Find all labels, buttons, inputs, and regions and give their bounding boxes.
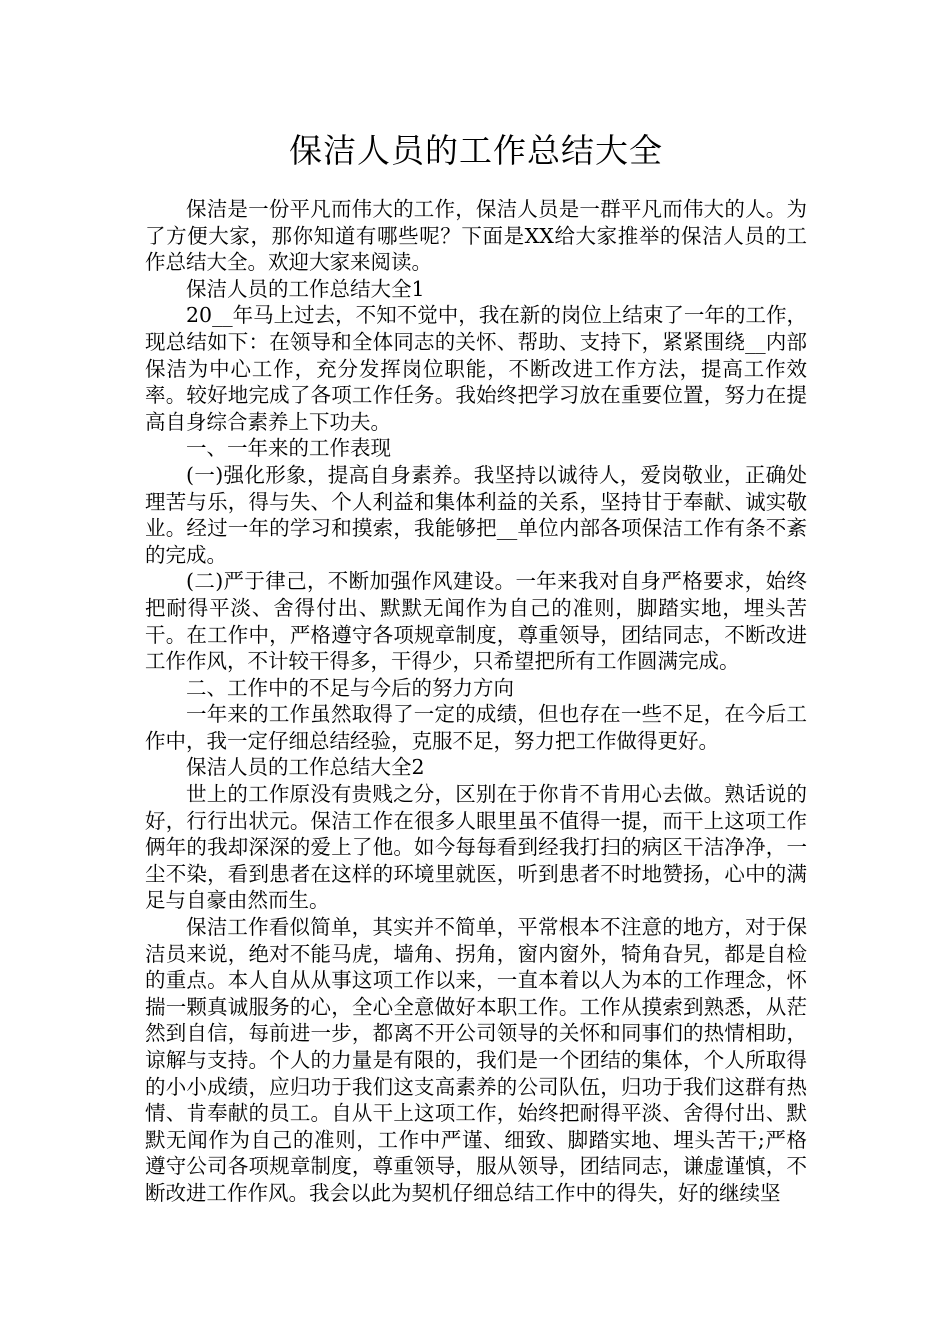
body-paragraph: 世上的工作原没有贵贱之分，区别在于你肯不肯用心去做。熟话说的好，行行出状元。保洁工作在很多人眼里虽不值得一提，而干上这项工作俩年的我却深深的爱上了他。如今每每看到经我打扫的病区干洁净净，一尘不染，看到患者在这样的环境里就医，听到患者不时地赞扬，心中的满足与自豪由然而生。 (145, 782, 807, 913)
intro-paragraph: 保洁是一份平凡而伟大的工作，保洁人员是一群平凡而伟大的人。为了方便大家，那你知道有哪些呢？下面是XX给大家推举的保洁人员的工作总结大全。欢迎大家来阅读。 (145, 197, 807, 275)
document-page (145, 0, 807, 1207)
section-heading-1: 保洁人员的工作总结大全1 (186, 276, 425, 301)
section-heading-2: 保洁人员的工作总结大全2 (186, 755, 425, 780)
body-paragraph: 一年来的工作虽然取得了一定的成绩，但也存在一些不足，在今后工作中，我一定仔细总结经验，克服不足，努力把工作做得更好。 (145, 702, 807, 753)
body-paragraph: (一)强化形象，提高自身素养。我坚持以诚待人，爱岗敬业，正确处理苦与乐，得与失、个人利益和集体利益的关系，坚持甘于奉献、诚实敬业。经过一年的学习和摸索，我能够把__单位内部各项保洁工作有条不紊的完成。 (145, 462, 807, 567)
body-paragraph: 20__年马上过去，不知不觉中，我在新的岗位上结束了一年的工作，现总结如下：在领导和全体同志的关怀、帮助、支持下，紧紧围绕__内部保洁为中心工作，充分发挥岗位职能，不断改进工作方法，提高工作效率。较好地完成了各项工作任务。我始终把学习放在重要位置，努力在提高自身综合素养上下功夫。 (145, 303, 807, 434)
document-body (145, 196, 807, 1207)
body-paragraph: 保洁工作看似简单，其实并不简单，平常根本不注意的地方，对于保洁员来说，绝对不能马虎，墙角、拐角，窗内窗外，犄角旮旯，都是自检的重点。本人自从从事这项工作以来，一直本着以人为本的工作理念，怀揣一颗真诚服务的心，全心全意做好本职工作。工作从摸索到熟悉，从茫然到自信，每前进一步，都离不开公司领导的关怀和同事们的热情相助，谅解与支持。个人的力量是有限的，我们是一个团结的集体，个人所取得的小小成绩，应归功于我们这支高素养的公司队伍，归功于我们这群有热情、肯奉献的员工。自从干上这项工作，始终把耐得平淡、舍得付出、默默无闻作为自己的准则，工作中严谨、细致、脚踏实地、埋头苦干;严格遵守公司各项规章制度，尊重领导，服从领导，团结同志，谦虚谨慎，不断改进工作作风。我会以此为契机仔细总结工作中的得失，好的继续坚 (145, 915, 807, 1205)
subsection-heading: 二、工作中的不足与今后的努力方向 (186, 675, 514, 700)
body-paragraph: (二)严于律己，不断加强作风建设。一年来我对自身严格要求，始终把耐得平淡、舍得付出、默默无闻作为自己的准则，脚踏实地，埋头苦干。在工作中，严格遵守各项规章制度，尊重领导，团结同志，不断改进工作作风，不计较干得多，干得少，只希望把所有工作圆满完成。 (145, 569, 807, 674)
subsection-heading: 一、一年来的工作表现 (186, 436, 391, 461)
document-title: 保洁人员的工作总结大全 (289, 131, 663, 170)
